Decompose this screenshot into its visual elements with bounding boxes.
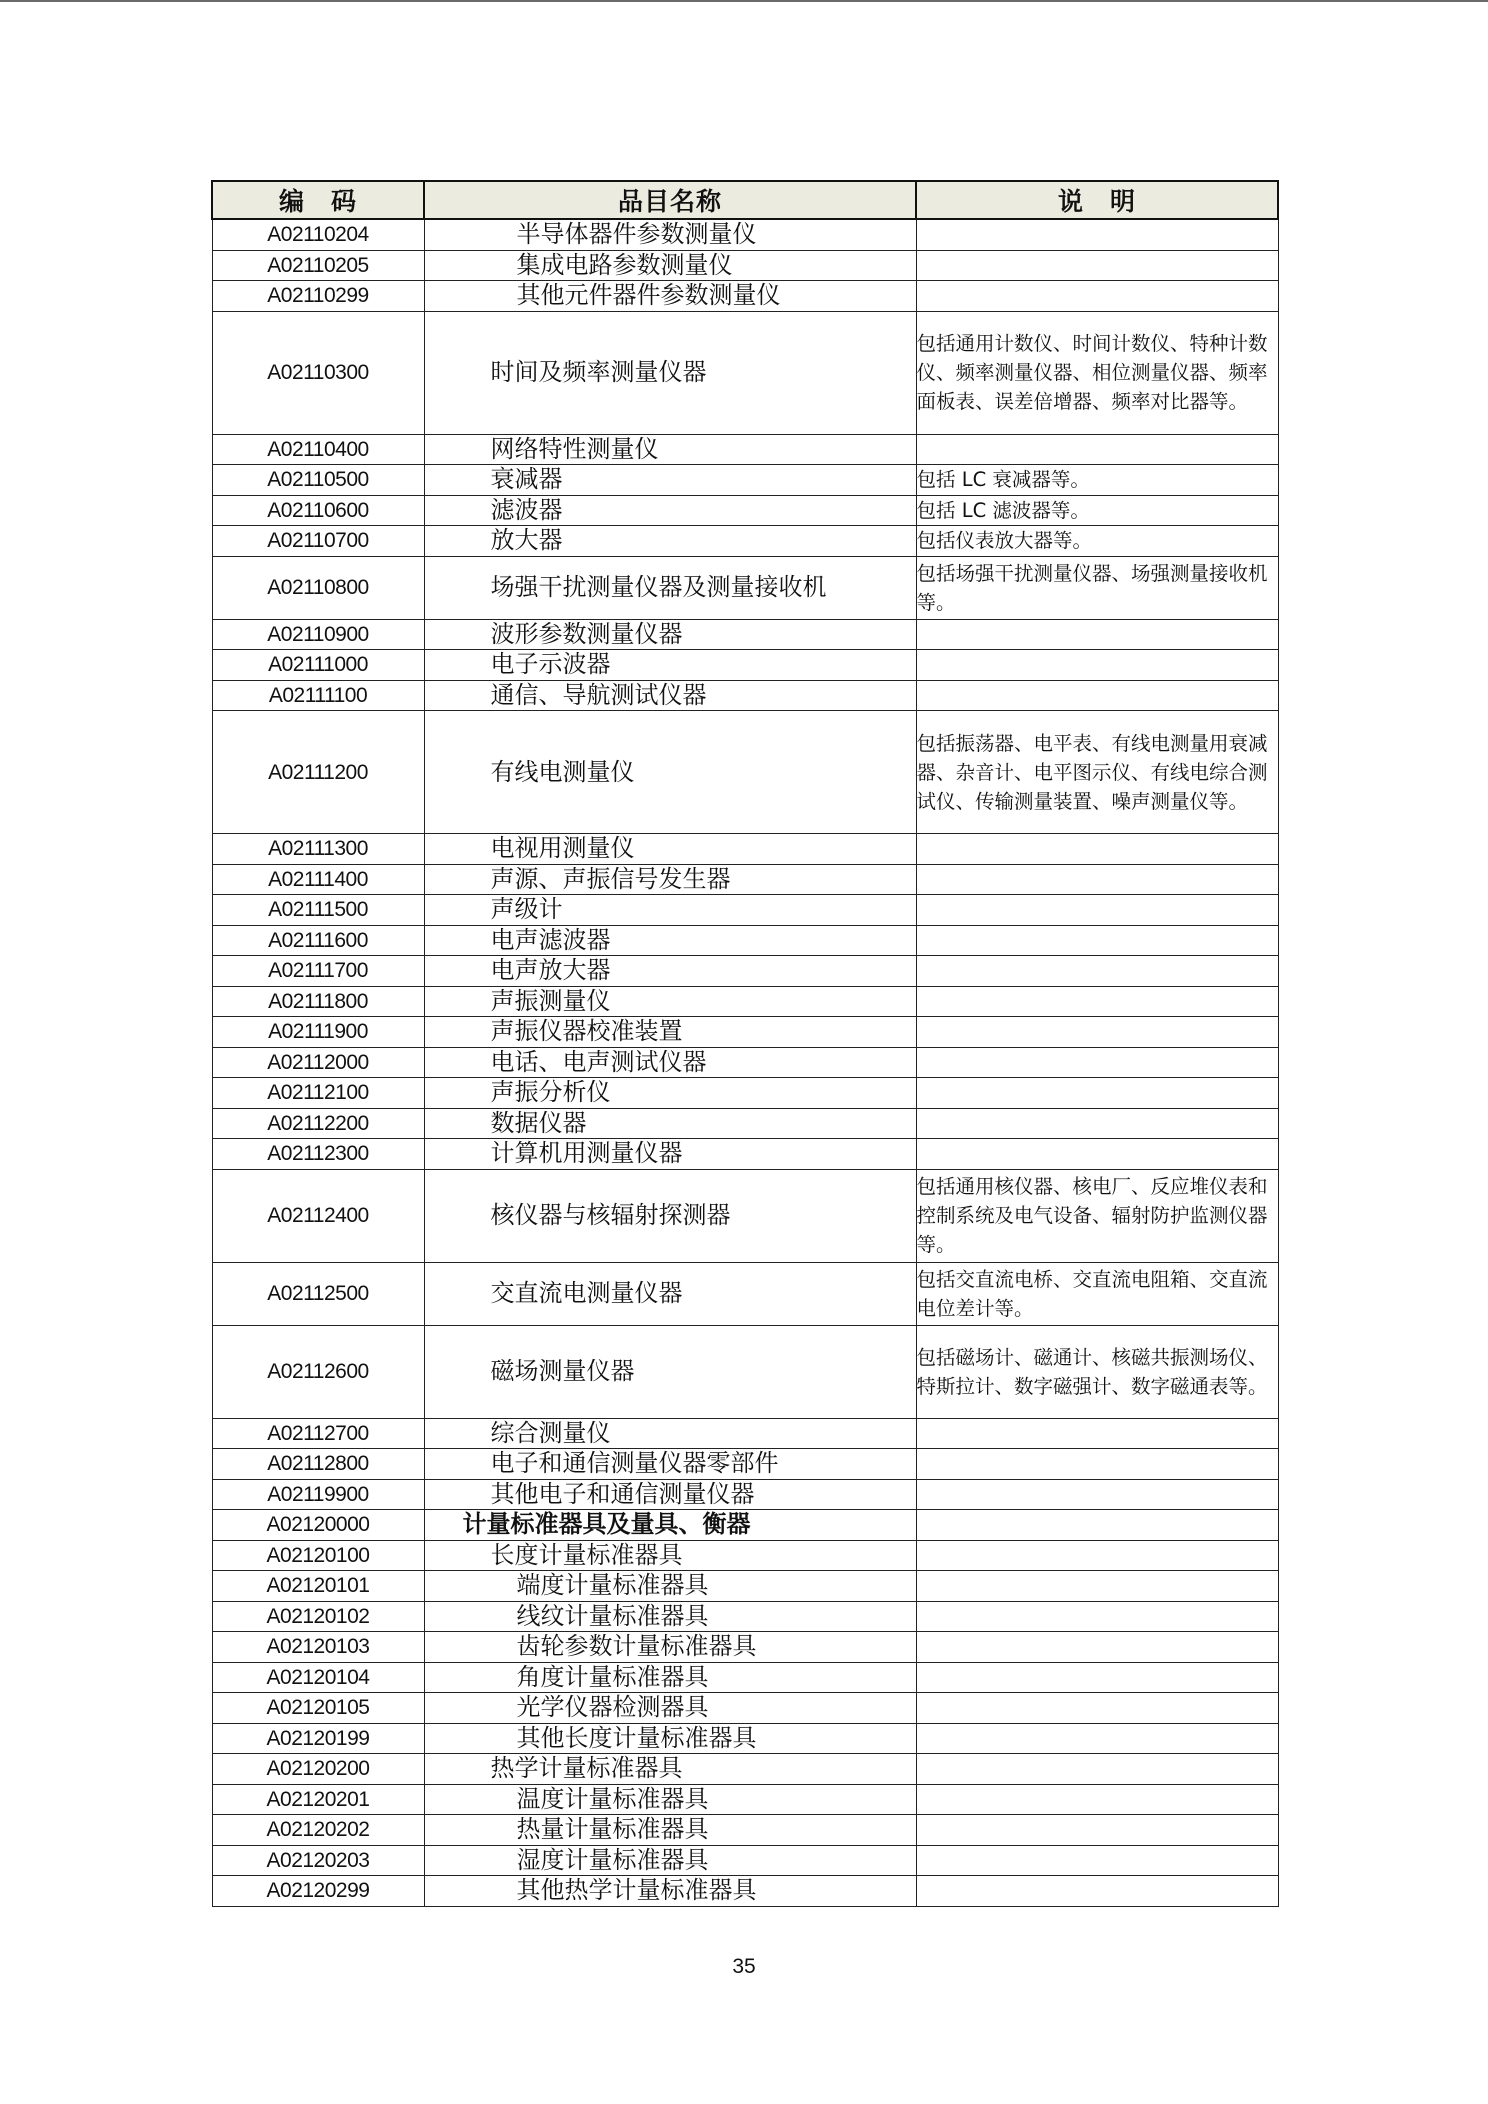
row-description — [916, 1418, 1278, 1449]
table-row — [212, 219, 1278, 250]
row-description — [916, 1540, 1278, 1571]
row-code: A02112800 — [212, 1449, 424, 1480]
row-name: 其他电子和通信测量仪器 — [424, 1479, 916, 1510]
table-row — [212, 1754, 1278, 1785]
row-description — [916, 619, 1278, 650]
row-name: 其他热学计量标准器具 — [424, 1876, 916, 1907]
row-code: A02111800 — [212, 986, 424, 1017]
row-name: 时间及频率测量仪器 — [424, 311, 916, 434]
row-name: 热学计量标准器具 — [424, 1754, 916, 1785]
table-row — [212, 1510, 1278, 1541]
row-name: 数据仪器 — [424, 1108, 916, 1139]
row-name: 光学仪器检测器具 — [424, 1693, 916, 1724]
table-row — [212, 1540, 1278, 1571]
table-row — [212, 1815, 1278, 1846]
row-description: 包括交直流电桥、交直流电阻箱、交直流电位差计等。 — [916, 1262, 1278, 1325]
table-row — [212, 495, 1278, 526]
catalog-table — [211, 180, 1279, 1907]
row-name: 声振分析仪 — [424, 1078, 916, 1109]
row-name: 放大器 — [424, 526, 916, 557]
row-description — [916, 1754, 1278, 1785]
row-description: 包括磁场计、磁通计、核磁共振测场仪、特斯拉计、数字磁强计、数字磁通表等。 — [916, 1325, 1278, 1418]
table-row — [212, 1571, 1278, 1602]
row-description — [916, 1693, 1278, 1724]
table-row — [212, 986, 1278, 1017]
row-name: 其他元件器件参数测量仪 — [424, 281, 916, 312]
row-code: A02120102 — [212, 1601, 424, 1632]
row-code: A02112000 — [212, 1047, 424, 1078]
row-code: A02111900 — [212, 1017, 424, 1048]
row-name: 声源、声振信号发生器 — [424, 864, 916, 895]
row-description — [916, 1108, 1278, 1139]
row-code: A02111200 — [212, 711, 424, 834]
row-description — [916, 895, 1278, 926]
row-name: 电子和通信测量仪器零部件 — [424, 1449, 916, 1480]
table-row — [212, 619, 1278, 650]
table-row — [212, 1449, 1278, 1480]
row-name: 电话、电声测试仪器 — [424, 1047, 916, 1078]
table-row — [212, 864, 1278, 895]
row-name: 声振仪器校准装置 — [424, 1017, 916, 1048]
row-code: A02120103 — [212, 1632, 424, 1663]
row-code: A02111400 — [212, 864, 424, 895]
row-name: 热量计量标准器具 — [424, 1815, 916, 1846]
row-code: A02112400 — [212, 1169, 424, 1262]
table-row — [212, 526, 1278, 557]
table-row — [212, 1047, 1278, 1078]
row-name: 声振测量仪 — [424, 986, 916, 1017]
row-code: A02110700 — [212, 526, 424, 557]
row-code: A02120199 — [212, 1723, 424, 1754]
table-row — [212, 465, 1278, 496]
row-code: A02119900 — [212, 1479, 424, 1510]
row-code: A02110300 — [212, 311, 424, 434]
row-description — [916, 1876, 1278, 1907]
row-description — [916, 1601, 1278, 1632]
row-name: 通信、导航测试仪器 — [424, 680, 916, 711]
table-row — [212, 1479, 1278, 1510]
row-name: 计算机用测量仪器 — [424, 1139, 916, 1170]
table-row — [212, 834, 1278, 865]
row-description: 包括仪表放大器等。 — [916, 526, 1278, 557]
row-name: 交直流电测量仪器 — [424, 1262, 916, 1325]
row-description — [916, 434, 1278, 465]
row-code: A02120203 — [212, 1845, 424, 1876]
row-name: 滤波器 — [424, 495, 916, 526]
row-description — [916, 1723, 1278, 1754]
row-description — [916, 834, 1278, 865]
row-description — [916, 250, 1278, 281]
row-code: A02110500 — [212, 465, 424, 496]
row-description — [916, 925, 1278, 956]
header-row — [212, 181, 1278, 219]
row-description: 包括振荡器、电平表、有线电测量用衰减器、杂音计、电平图示仪、有线电综合测试仪、传输测量装置、噪声测量仪等。 — [916, 711, 1278, 834]
row-code: A02110299 — [212, 281, 424, 312]
table-row — [212, 1845, 1278, 1876]
row-code: A02120104 — [212, 1662, 424, 1693]
row-name: 磁场测量仪器 — [424, 1325, 916, 1418]
table-row — [212, 711, 1278, 834]
row-code: A02111100 — [212, 680, 424, 711]
row-name: 集成电路参数测量仪 — [424, 250, 916, 281]
row-code: A02120105 — [212, 1693, 424, 1724]
row-name: 线纹计量标准器具 — [424, 1601, 916, 1632]
row-code: A02112300 — [212, 1139, 424, 1170]
row-description — [916, 1047, 1278, 1078]
row-name: 角度计量标准器具 — [424, 1662, 916, 1693]
row-code: A02110800 — [212, 556, 424, 619]
row-name: 长度计量标准器具 — [424, 1540, 916, 1571]
header-code: 编 码 — [212, 181, 424, 219]
row-description: 包括 LC 衰减器等。 — [916, 465, 1278, 496]
row-code: A02112200 — [212, 1108, 424, 1139]
row-name: 网络特性测量仪 — [424, 434, 916, 465]
table-row — [212, 1325, 1278, 1418]
table-row — [212, 281, 1278, 312]
row-code: A02110400 — [212, 434, 424, 465]
table-row — [212, 1169, 1278, 1262]
row-description — [916, 1845, 1278, 1876]
row-name: 波形参数测量仪器 — [424, 619, 916, 650]
row-description — [916, 1632, 1278, 1663]
row-name: 综合测量仪 — [424, 1418, 916, 1449]
table-row — [212, 925, 1278, 956]
row-code: A02120200 — [212, 1754, 424, 1785]
table-row — [212, 1693, 1278, 1724]
row-name: 声级计 — [424, 895, 916, 926]
row-name: 电声放大器 — [424, 956, 916, 987]
row-name: 齿轮参数计量标准器具 — [424, 1632, 916, 1663]
row-code: A02110600 — [212, 495, 424, 526]
page-number: 35 — [732, 1955, 756, 1978]
header-name: 品目名称 — [424, 181, 916, 219]
table-row — [212, 1632, 1278, 1663]
row-code: A02112100 — [212, 1078, 424, 1109]
row-description — [916, 956, 1278, 987]
row-name: 电子示波器 — [424, 650, 916, 681]
row-description — [916, 219, 1278, 250]
row-description — [916, 1449, 1278, 1480]
row-code: A02110205 — [212, 250, 424, 281]
table-row — [212, 650, 1278, 681]
row-description: 包括通用核仪器、核电厂、反应堆仪表和控制系统及电气设备、辐射防护监测仪器等。 — [916, 1169, 1278, 1262]
row-description — [916, 650, 1278, 681]
row-description — [916, 1510, 1278, 1541]
row-description — [916, 680, 1278, 711]
table-row — [212, 434, 1278, 465]
row-description — [916, 1815, 1278, 1846]
row-name: 核仪器与核辐射探测器 — [424, 1169, 916, 1262]
row-code: A02112700 — [212, 1418, 424, 1449]
table-row — [212, 1723, 1278, 1754]
row-code: A02111600 — [212, 925, 424, 956]
row-name: 半导体器件参数测量仪 — [424, 219, 916, 250]
table-row — [212, 250, 1278, 281]
table-row — [212, 1108, 1278, 1139]
row-name: 电声滤波器 — [424, 925, 916, 956]
row-description: 包括 LC 滤波器等。 — [916, 495, 1278, 526]
row-description — [916, 1139, 1278, 1170]
row-name: 有线电测量仪 — [424, 711, 916, 834]
row-description — [916, 1017, 1278, 1048]
row-code: A02120202 — [212, 1815, 424, 1846]
row-code: A02120000 — [212, 1510, 424, 1541]
table-row — [212, 1418, 1278, 1449]
table-row — [212, 1601, 1278, 1632]
table-body — [212, 219, 1278, 1906]
row-description — [916, 1662, 1278, 1693]
row-code: A02112600 — [212, 1325, 424, 1418]
row-name: 温度计量标准器具 — [424, 1784, 916, 1815]
row-name: 端度计量标准器具 — [424, 1571, 916, 1602]
row-description — [916, 864, 1278, 895]
row-name: 衰减器 — [424, 465, 916, 496]
row-name: 其他长度计量标准器具 — [424, 1723, 916, 1754]
page-top-border — [0, 0, 1488, 2]
row-description: 包括通用计数仪、时间计数仪、特种计数仪、频率测量仪器、相位测量仪器、频率面板表、误差倍增器、频率对比器等。 — [916, 311, 1278, 434]
row-description — [916, 986, 1278, 1017]
row-code: A02120101 — [212, 1571, 424, 1602]
row-code: A02111300 — [212, 834, 424, 865]
table-row — [212, 311, 1278, 434]
table-row — [212, 1139, 1278, 1170]
row-description: 包括场强干扰测量仪器、场强测量接收机等。 — [916, 556, 1278, 619]
table-row — [212, 1017, 1278, 1048]
row-code: A02120201 — [212, 1784, 424, 1815]
table-row — [212, 1262, 1278, 1325]
row-name: 湿度计量标准器具 — [424, 1845, 916, 1876]
table-row — [212, 1662, 1278, 1693]
row-description — [916, 1479, 1278, 1510]
row-code: A02110204 — [212, 219, 424, 250]
row-code: A02111000 — [212, 650, 424, 681]
table-row — [212, 680, 1278, 711]
table-row — [212, 895, 1278, 926]
row-name: 计量标准器具及量具、衡器 — [424, 1510, 916, 1541]
row-code: A02111700 — [212, 956, 424, 987]
row-code: A02110900 — [212, 619, 424, 650]
table-row — [212, 956, 1278, 987]
row-name: 场强干扰测量仪器及测量接收机 — [424, 556, 916, 619]
table-row — [212, 556, 1278, 619]
row-name: 电视用测量仪 — [424, 834, 916, 865]
row-description — [916, 1078, 1278, 1109]
row-code: A02120299 — [212, 1876, 424, 1907]
row-code: A02120100 — [212, 1540, 424, 1571]
row-description — [916, 1571, 1278, 1602]
row-description — [916, 281, 1278, 312]
row-code: A02112500 — [212, 1262, 424, 1325]
row-description — [916, 1784, 1278, 1815]
table-row — [212, 1784, 1278, 1815]
table-row — [212, 1078, 1278, 1109]
table-row — [212, 1876, 1278, 1907]
header-description: 说 明 — [916, 181, 1278, 219]
row-code: A02111500 — [212, 895, 424, 926]
table-header — [212, 181, 1278, 219]
